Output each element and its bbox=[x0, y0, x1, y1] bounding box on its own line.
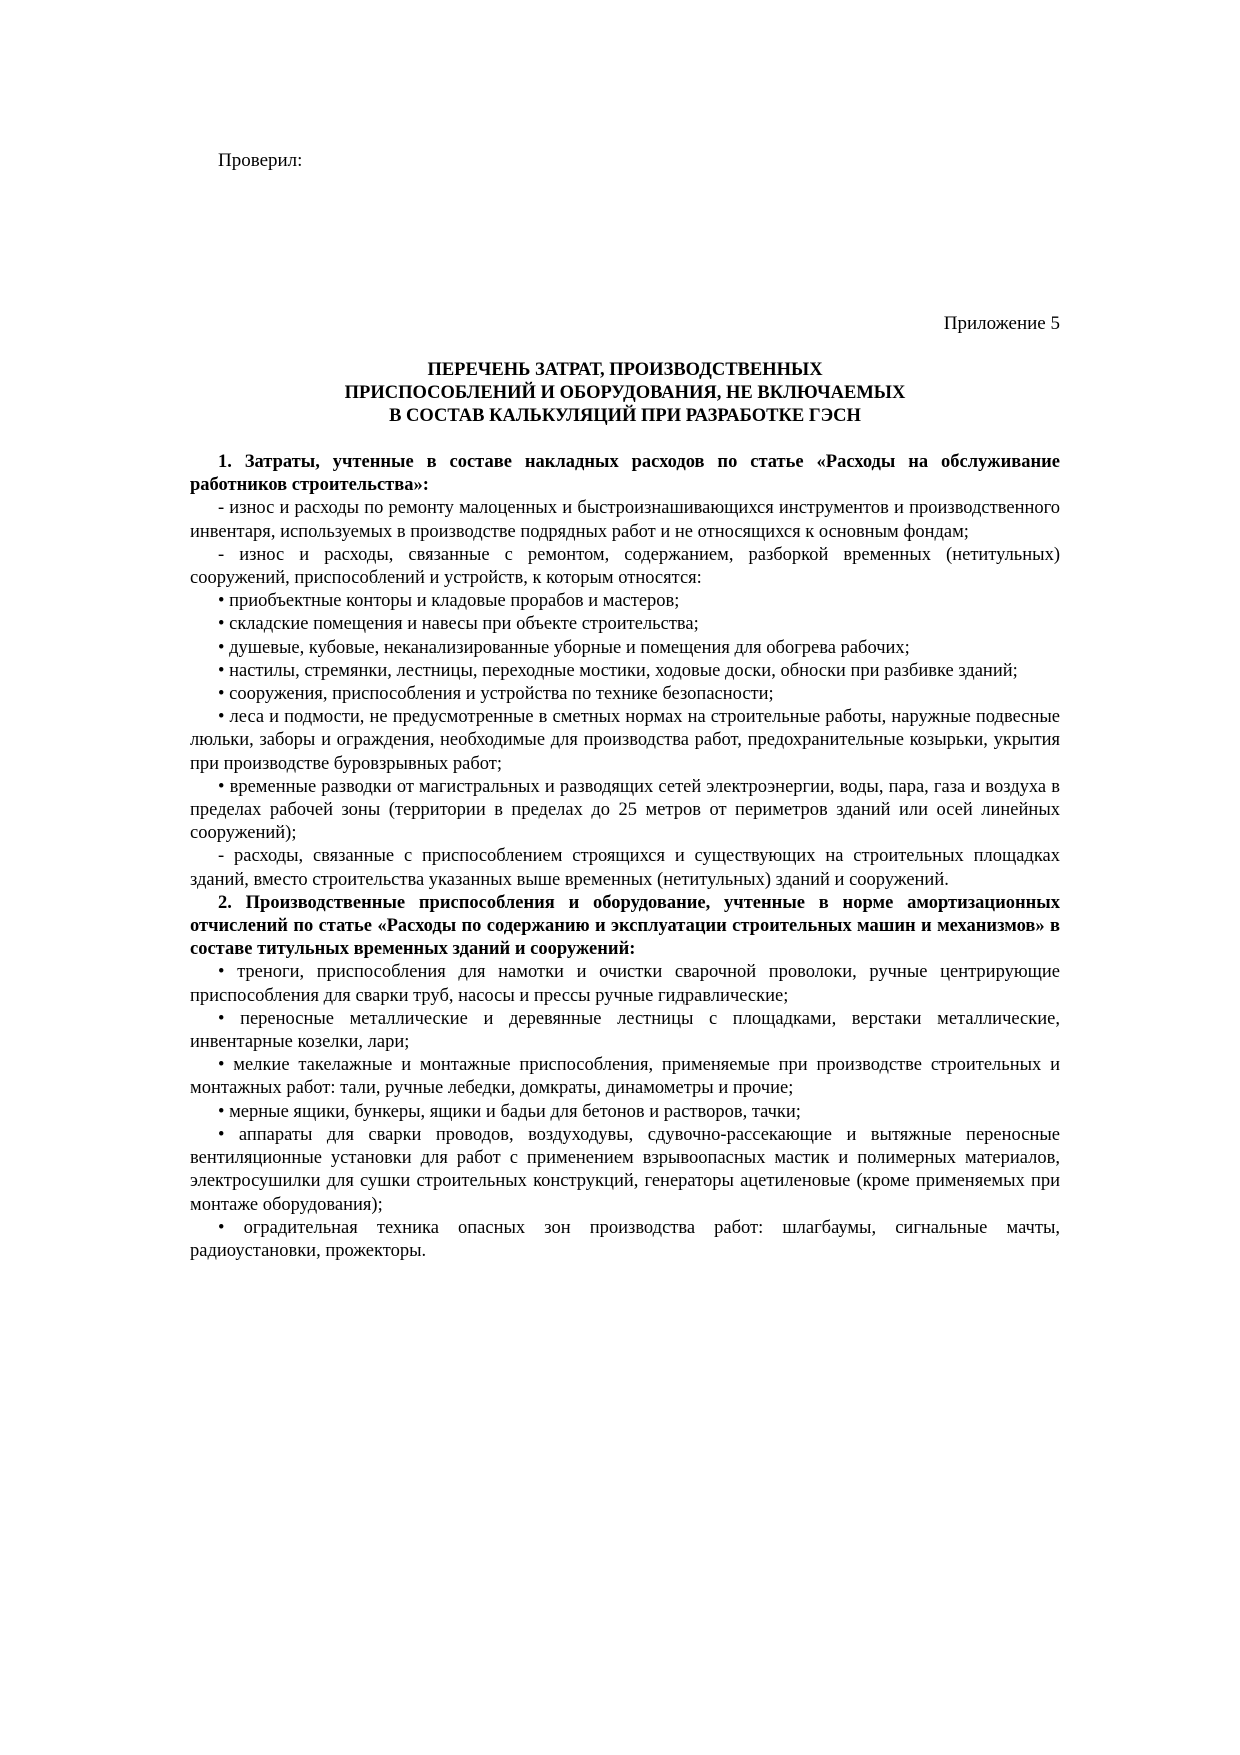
list-item: • временные разводки от магистральных и разводящих сетей электроэнергии, воды, пара, газа и воздуха в пределах рабочей зоны (территории в пределах до 25 метров от периметров зданий или осей линейных сооружений); bbox=[190, 776, 1060, 844]
list-item: • треноги, приспособления для намотки и очистки сварочной проволоки, ручные центрирующие приспособления для сварки труб, насосы и прессы ручные гидравлические; bbox=[190, 962, 1060, 1006]
list-item: • переносные металлические и деревянные лестницы с площадками, верстаки металлические, инвентарные козелки, лари; bbox=[190, 1008, 1060, 1053]
appendix-label: Приложение 5 bbox=[943, 313, 1060, 334]
paragraph: - износ и расходы, связанные с ремонтом, содержанием, разборкой временных (нетитульных) сооружений, приспособлений и устройств, к которым относятся: bbox=[190, 544, 1060, 589]
section-1-heading: 1. Затраты, учтенные в составе накладных расходов по статье «Расходы на обслуживание работников строительства»: bbox=[190, 452, 1060, 496]
checked-by-label: Проверил: bbox=[218, 150, 303, 171]
list-item: • складские помещения и навесы при объекте строительства; bbox=[218, 614, 699, 635]
list-item: • леса и подмости, не предусмотренные в сметных нормах на строительные работы, наружные подвесные люльки, заборы и ограждения, необходимые для производства работ, предохранительные козырьки, укрытия при производстве буровзрывных работ; bbox=[190, 707, 1060, 774]
list-item: • оградительная техника опасных зон производства работ: шлагбаумы, сигнальные мачты, радиоустановки, прожекторы. bbox=[190, 1217, 1060, 1261]
section-2-heading: 2. Производственные приспособления и оборудование, учтенные в норме амортизационных отчислений по статье «Расходы по содержанию и эксплуатации строительных машин и механизмов» в составе титульных временных зданий и сооружений: bbox=[190, 892, 1060, 960]
title-line-2: ПРИСПОСОБЛЕНИЙ И ОБОРУДОВАНИЯ, НЕ ВКЛЮЧАЕМЫХ bbox=[344, 383, 906, 403]
list-item: • мелкие такелажные и монтажные приспособления, применяемые при производстве строительных и монтажных работ: тали, ручные лебедки, домкраты, динамометры и прочие; bbox=[190, 1055, 1060, 1099]
list-item: • сооружения, приспособления и устройства по технике безопасности; bbox=[218, 684, 774, 705]
title-line-1: ПЕРЕЧЕНЬ ЗАТРАТ, ПРОИЗВОДСТВЕННЫХ bbox=[427, 360, 823, 380]
list-item: • душевые, кубовые, неканализированные уборные и помещения для обогрева рабочих; bbox=[218, 637, 910, 658]
document-body bbox=[190, 451, 1060, 1263]
list-item: • мерные ящики, бункеры, ящики и бадьи для бетонов и растворов, тачки; bbox=[218, 1101, 801, 1122]
list-item: • настилы, стремянки, лестницы, переходные мостики, ходовые доски, обноски при разбивке зданий; bbox=[218, 660, 1018, 681]
list-item: • приобъектные конторы и кладовые прорабов и мастеров; bbox=[218, 591, 680, 612]
paragraph: - износ и расходы по ремонту малоценных и быстроизнашивающихся инструментов и производственного инвентаря, используемых в производстве подрядных работ и не относящихся к основным фондам; bbox=[190, 498, 1060, 542]
title-line-3: В СОСТАВ КАЛЬКУЛЯЦИЙ ПРИ РАЗРАБОТКЕ ГЭСН bbox=[389, 406, 861, 426]
document-title bbox=[190, 359, 1060, 428]
list-item: • аппараты для сварки проводов, воздуходувы, сдувочно-рассекающие и вытяжные переносные вентиляционные установки для работ с применением взрывоопасных мастик и полимерных материалов, электросушилки для сушки строительных конструкций, генераторы ацетиленовые (кроме применяемых при монтаже оборудования); bbox=[190, 1124, 1060, 1215]
paragraph: - расходы, связанные с приспособлением строящихся и существующих на строительных площадках зданий, вместо строительства указанных выше временных (нетитульных) зданий и сооружений. bbox=[190, 846, 1060, 890]
